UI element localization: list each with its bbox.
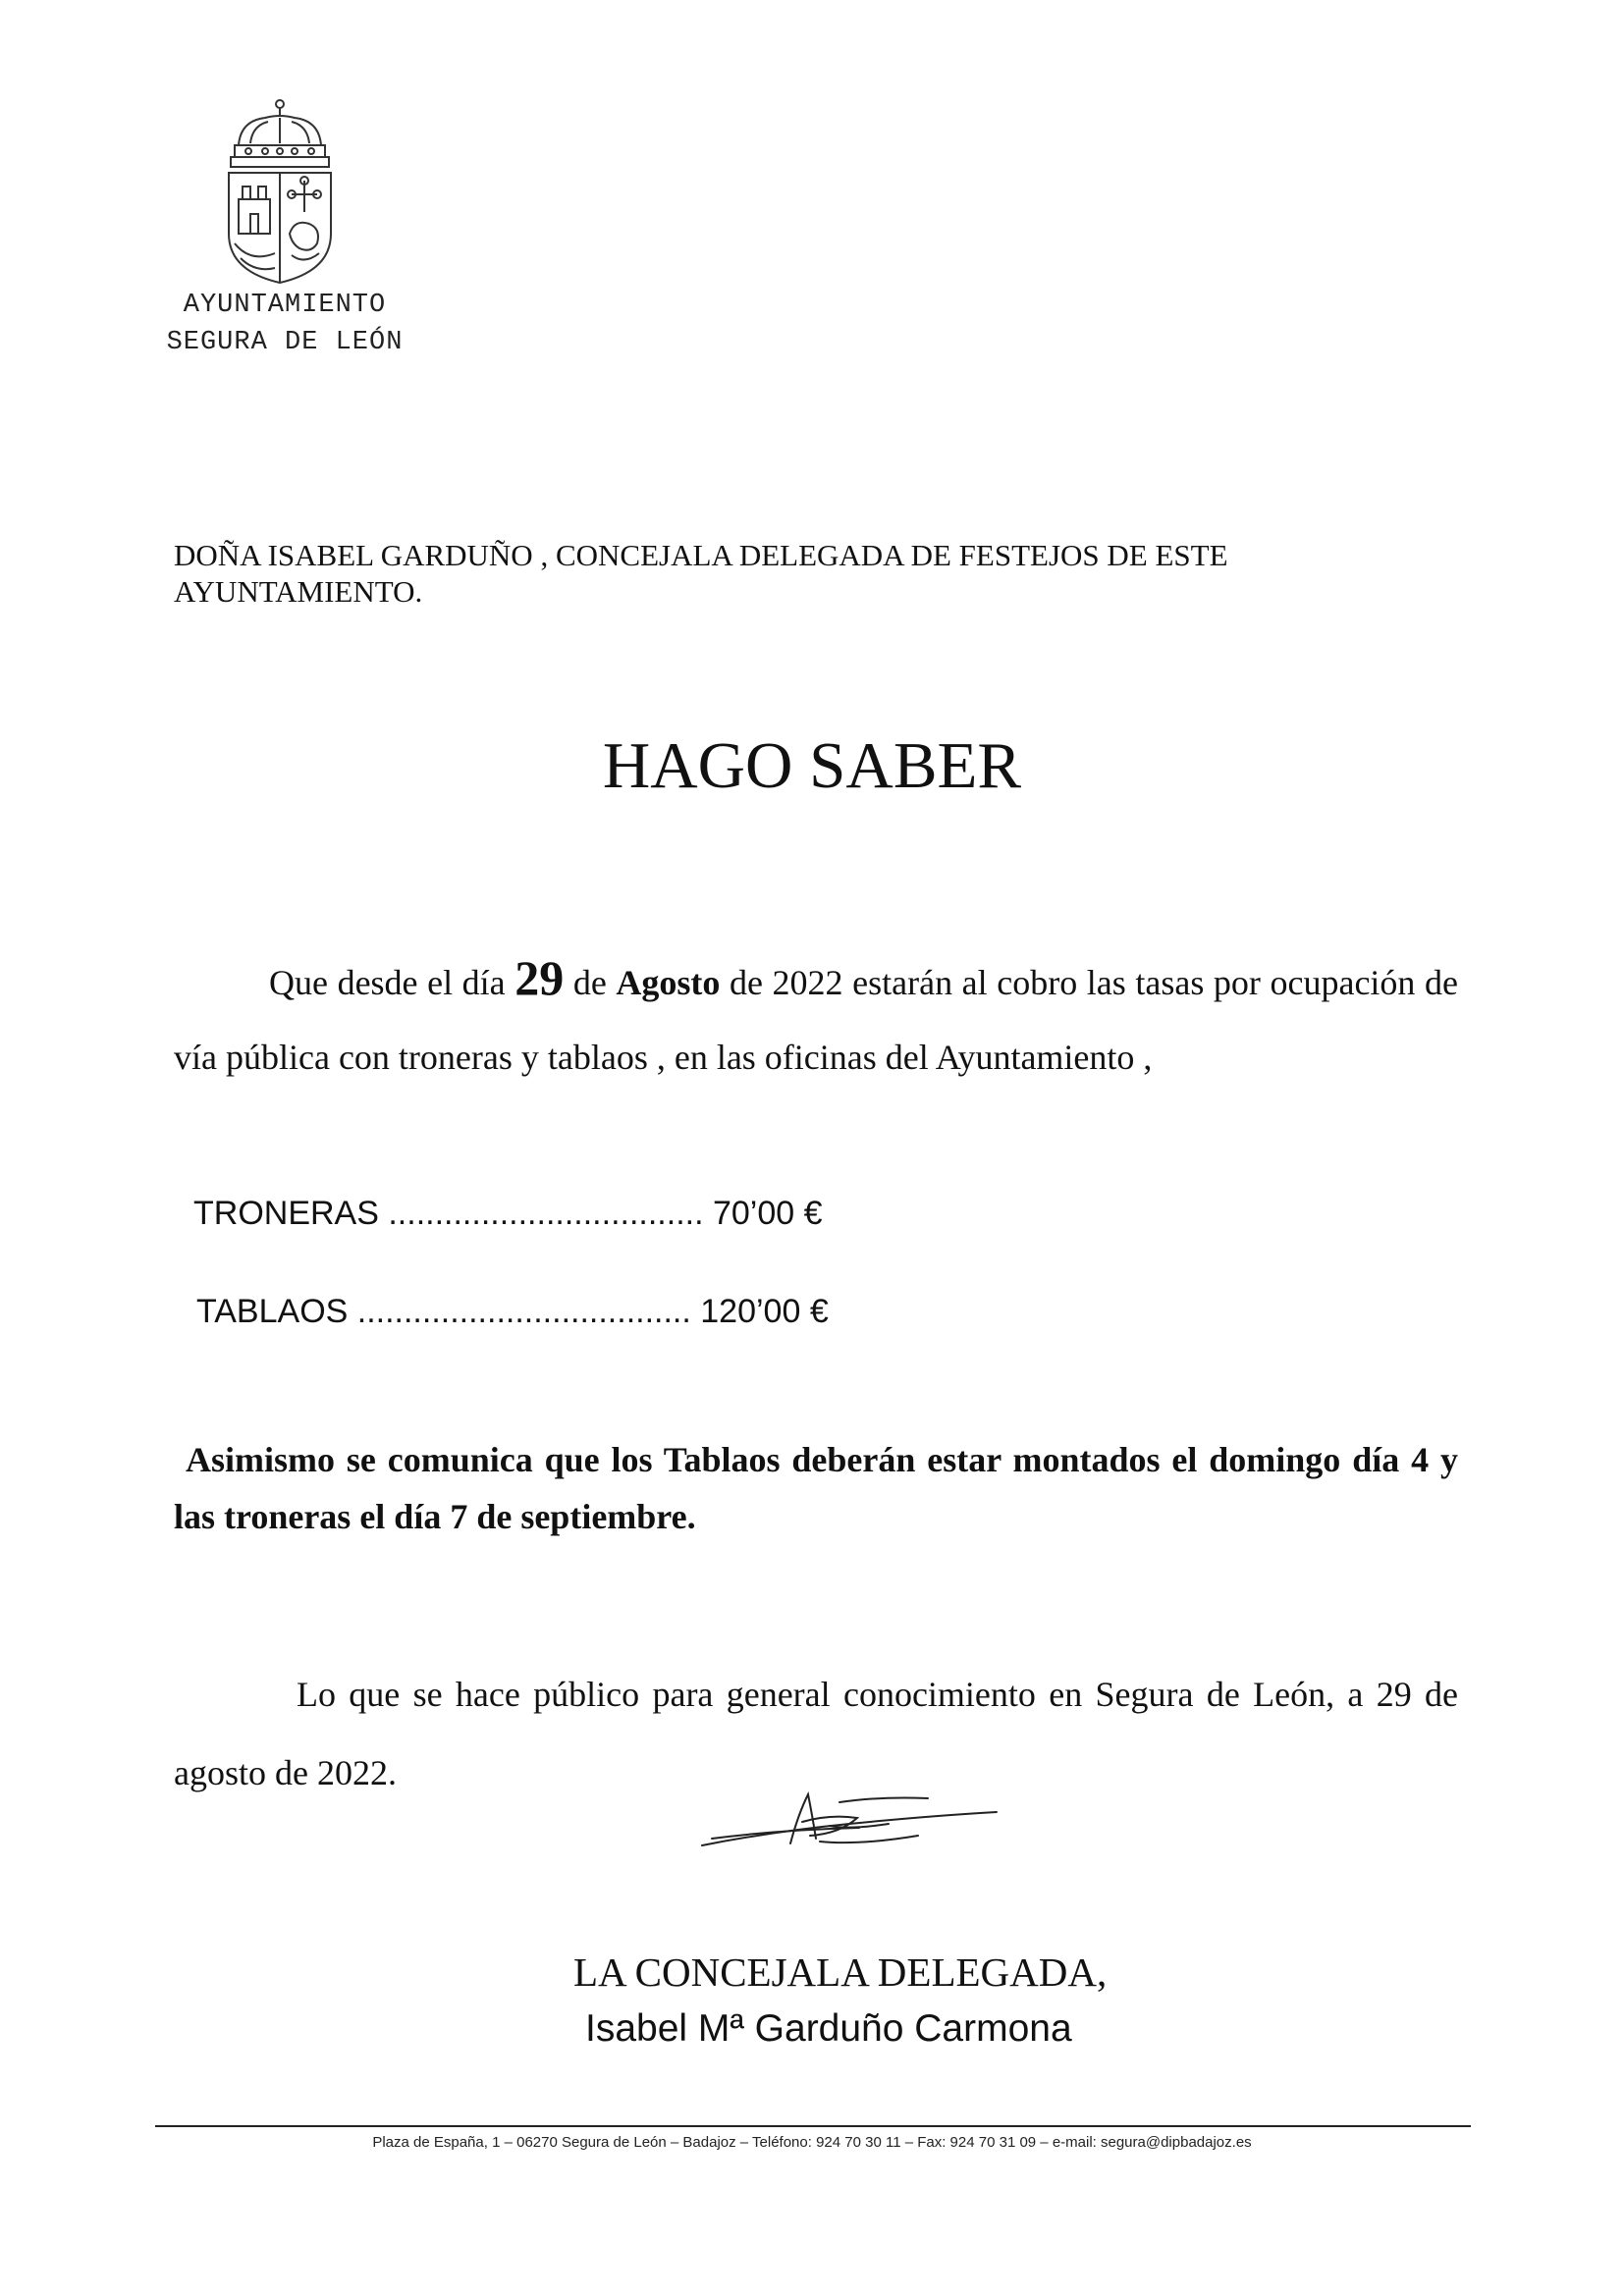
- signature-title: LA CONCEJALA DELEGADA,: [573, 1949, 1108, 1995]
- paragraph-text: de: [564, 963, 617, 1002]
- intro-line-2: AYUNTAMIENTO.: [174, 574, 423, 609]
- paragraph-text: Que desde el día: [269, 963, 515, 1002]
- organization-town: SEGURA DE LEÓN: [166, 328, 404, 357]
- handwritten-signature: [692, 1785, 1006, 1863]
- footer-divider: [155, 2125, 1471, 2127]
- footer-contact: Plaza de España, 1 – 06270 Segura de León – Badajoz – Teléfono: 924 70 30 11 – Fax: 924 70 31 09 – e-mail: segura@dipbadajoz.es: [372, 2134, 1252, 2151]
- date-day: 29: [514, 950, 565, 1005]
- intro-line-1: DOÑA ISABEL GARDUÑO , CONCEJALA DELEGADA DE FESTEJOS DE ESTE: [174, 538, 1228, 572]
- price-tablaos: TABLAOS .................................... 120’00 €: [196, 1293, 829, 1330]
- price-troneras: TRONERAS .................................. 70’00 €: [193, 1195, 823, 1232]
- paragraph-text: de 2022 estarán al cobro las tasas por ocupación de vía pública con troneras y tablaos , en las oficinas del Ayuntamiento ,: [174, 963, 1458, 1077]
- date-month: Agosto: [616, 963, 721, 1002]
- page-title: HAGO SABER: [602, 729, 1022, 802]
- coat-of-arms-icon: [221, 96, 339, 288]
- announcement-paragraph: [174, 940, 1458, 1095]
- organization-name: AYUNTAMIENTO: [183, 291, 387, 320]
- closing-paragraph: Lo que se hace público para general conocimiento en Segura de León, a 29 de agosto de 2022.: [174, 1675, 1458, 1792]
- signature-name: Isabel Mª Garduño Carmona: [585, 2007, 1072, 2050]
- notice-paragraph: Asimismo se comunica que los Tablaos deberán estar montados el domingo día 4 y las troneras el día 7 de septiembre.: [174, 1440, 1458, 1536]
